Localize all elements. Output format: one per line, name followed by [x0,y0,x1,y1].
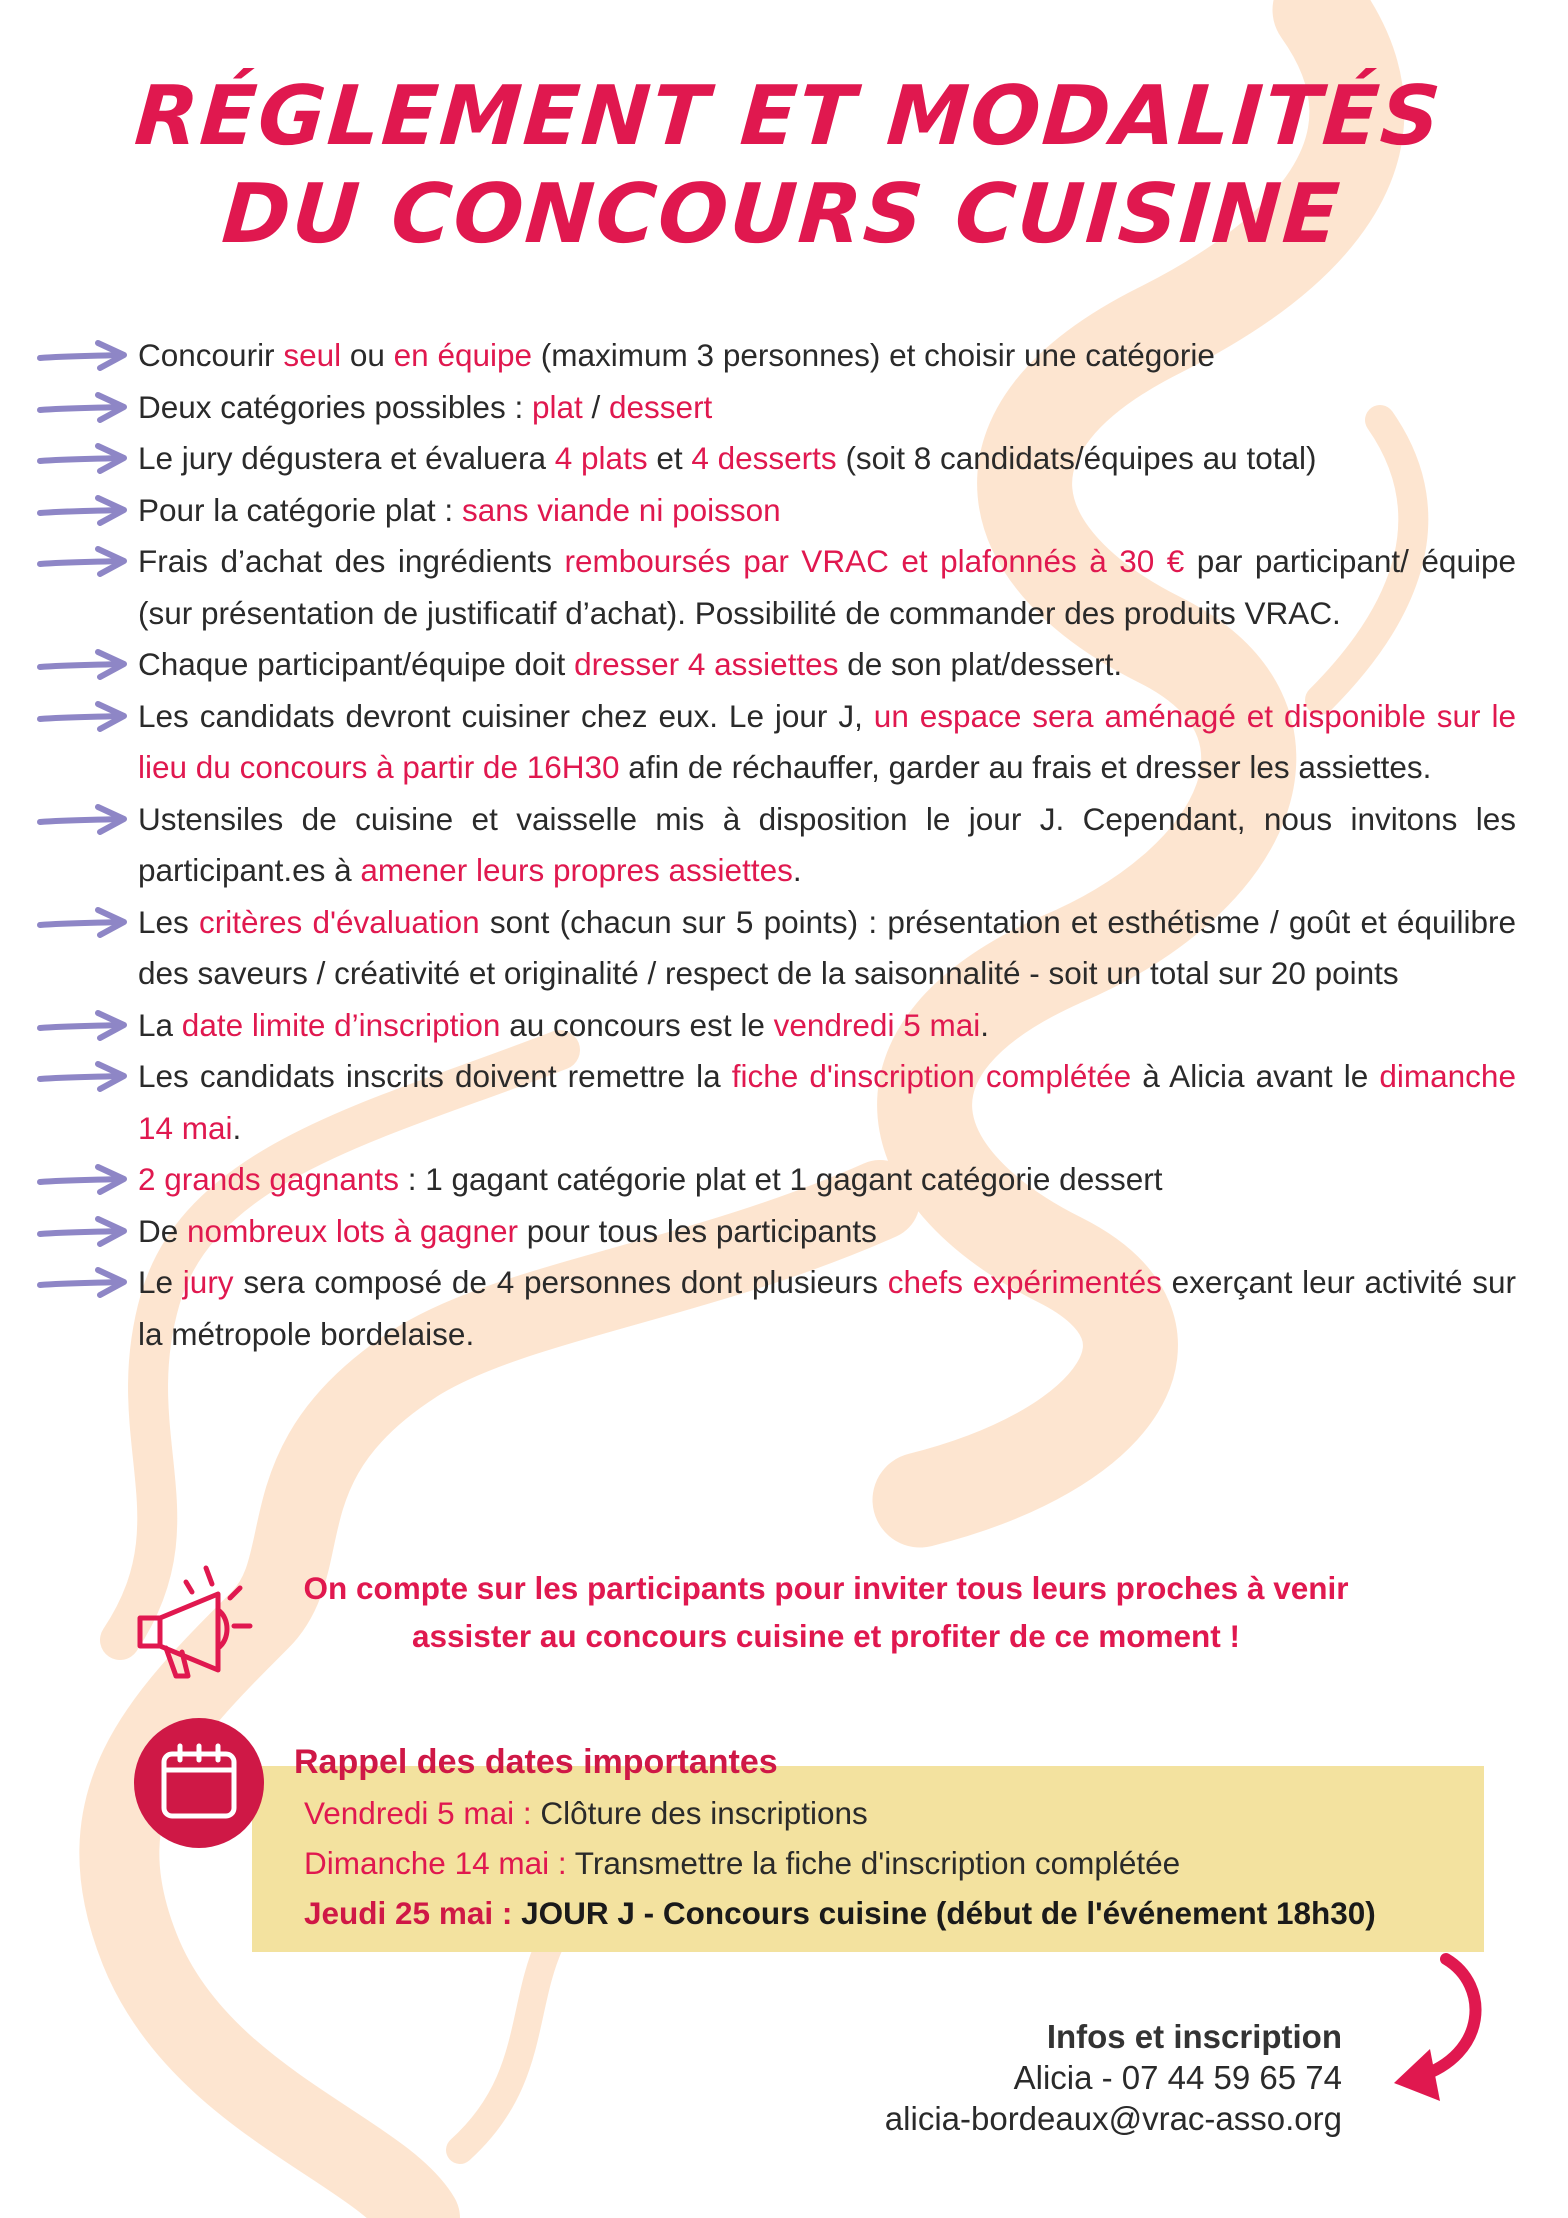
highlighted-text: critères d'évaluation [199,903,480,940]
arrow-right-icon [36,648,132,680]
rule-text: Pour la catégorie plat : [138,491,462,528]
rule-text: . [980,1006,989,1043]
rule-text: exerçant leur activité sur la métropole bordelaise. [138,1264,1516,1352]
highlighted-text: 4 desserts [691,440,837,476]
highlighted-text: chefs expérimentés [887,1264,1162,1300]
arrow-right-icon [36,1060,132,1092]
rule-item [36,639,1516,691]
date-label: Jeudi 25 mai : [304,1895,513,1931]
highlighted-text: seul [283,337,342,373]
arrow-right-icon [36,1215,132,1247]
contact-phone: Alicia - 07 44 59 65 74 [1013,2059,1342,2096]
rule-text: Concourir [138,337,284,373]
rule-text: sera composé de 4 personnes dont plusieurs [233,1264,888,1300]
rule-text: Deux catégories possibles : [138,388,532,425]
rule-text: Le [138,1264,183,1300]
highlighted-text: dimanche 14 mai [138,1058,1516,1146]
arrow-right-icon [36,391,132,423]
highlighted-text: plat [531,388,583,425]
rule-item [36,1051,1516,1154]
arrow-right-icon [36,1163,132,1195]
highlighted-text: dessert [609,388,713,425]
rule-item [36,1000,1516,1052]
infos-block [885,2016,1342,2139]
arrow-right-icon [36,545,132,577]
callout [126,1548,1426,1688]
dates-box [252,1766,1484,1952]
rule-item [36,691,1516,794]
callout-text: On compte sur les participants pour inviter tous leurs proches à venir assister au concours cuisine et profiter de ce moment ! [303,1570,1349,1654]
highlighted-text: 4 plats [554,440,648,476]
arrow-right-icon [36,339,132,371]
rule-text: . [792,852,802,888]
title-line-2: DU CONCOURS CUISINE [219,167,1345,262]
rule-text: sont (chacun sur 5 points) : présentation et esthétisme / goût et équilibre des saveurs / créativité et originalité / respect de la saisonnalité - soit un total sur 20 points [138,903,1517,991]
rule-text: (soit 8 candidats/équipes au total) [836,440,1317,476]
highlighted-text: vendredi 5 mai [773,1006,981,1043]
date-row [304,1838,1180,1888]
date-label: Vendredi 5 mai : [304,1795,532,1831]
rule-text: Ustensiles de cuisine et vaisselle mis à disposition le jour J. Cependant, nous invitons les participant.es à [138,800,1516,888]
highlighted-text: sans viande ni poisson [461,491,781,528]
page-title [113,68,1457,264]
date-row [304,1888,1376,1938]
rule-item [36,485,1516,537]
arrow-right-icon [36,1009,132,1041]
rule-text: Frais d’achat des ingrédients [138,543,565,579]
rule-text: et [647,440,692,476]
rule-text: Les candidats inscrits doivent remettre la [138,1058,732,1094]
rule-text: : 1 gagant catégorie plat et 1 gagant catégorie dessert [398,1161,1163,1197]
arrow-right-icon [36,803,132,835]
highlighted-text: dresser 4 assiettes [574,646,839,682]
date-text: JOUR J - Concours cuisine (début de l'événement 18h30) [512,1895,1376,1931]
date-label: Dimanche 14 mai : [304,1845,567,1881]
highlighted-text: 2 grands gagnants [138,1161,399,1197]
highlighted-text: jury [182,1264,234,1300]
rule-text: Les candidats devront cuisiner chez eux. Le jour J, [138,697,874,734]
rule-item [36,794,1516,897]
highlighted-text: date limite d’inscription [181,1006,501,1043]
rule-item [36,1154,1516,1206]
date-text: Clôture des inscriptions [531,1795,868,1831]
megaphone-icon [126,1548,266,1688]
date-row [304,1788,868,1838]
rule-item [36,433,1516,485]
rule-text: / [582,388,610,425]
rule-item [36,897,1516,1000]
rules-list [36,330,1516,1360]
curved-arrow-icon [1360,1945,1500,2115]
rule-text: La [138,1006,182,1043]
rule-item [36,330,1516,382]
rule-text: afin de réchauffer, garder au frais et dresser les assiettes. [619,749,1432,785]
rule-text: (maximum 3 personnes) et choisir une catégorie [532,337,1215,373]
rule-text: au concours est le [500,1006,774,1043]
arrow-right-icon [36,1266,132,1298]
title-line-1: RÉGLEMENT ET MODALITÉS [131,69,1446,164]
rule-text: De [138,1212,188,1249]
highlighted-text: remboursés par VRAC et plafonnés à 30 € [564,543,1185,579]
arrow-right-icon [36,700,132,732]
rule-item [36,1206,1516,1258]
calendar-icon [156,1740,242,1826]
rule-item [36,1257,1516,1360]
dates-title: Rappel des dates importantes [294,1743,778,1781]
arrow-right-icon [36,494,132,526]
arrow-right-icon [36,906,132,938]
contact-email[interactable]: alicia-bordeaux@vrac-asso.org [884,2100,1342,2137]
rule-text: Chaque participant/équipe doit [138,646,575,682]
date-text: Transmettre la fiche d'inscription complétée [566,1845,1181,1881]
rule-text: ou [341,337,394,373]
rule-text: pour tous les participants [517,1212,877,1249]
rule-text: par participant/ équipe (sur présentation de justificatif d’achat). Possibilité de commander des produits VRAC. [138,543,1517,631]
calendar-badge [134,1718,264,1848]
rule-text: à Alicia avant le [1131,1058,1380,1094]
highlighted-text: un espace sera aménagé et disponible sur le lieu du concours à partir de 16H30 [138,697,1516,785]
rule-item [36,382,1516,434]
dates-section [134,1718,1484,1958]
rule-text: de son plat/dessert. [838,646,1123,682]
highlighted-text: fiche d'inscription complétée [731,1058,1132,1094]
infos-title: Infos et inscription [1046,2018,1342,2055]
rule-text: Les [138,903,200,940]
rule-text: . [232,1109,242,1146]
highlighted-text: nombreux lots à gagner [187,1212,518,1249]
highlighted-text: amener leurs propres assiettes [360,852,793,888]
rule-text: Le jury dégustera et évaluera [138,440,555,476]
arrow-right-icon [36,442,132,474]
highlighted-text: en équipe [393,337,533,373]
rule-item [36,536,1516,639]
